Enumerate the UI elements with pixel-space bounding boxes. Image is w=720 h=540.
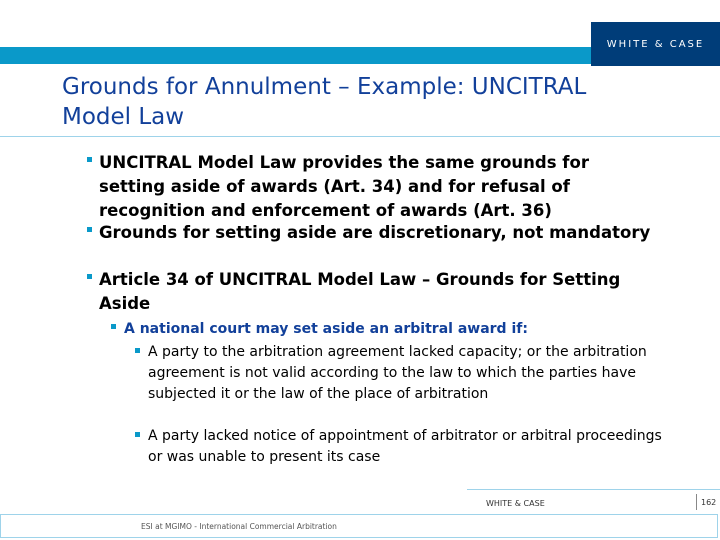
bullet-text: Grounds for setting aside are discretionary, not mandatory [99, 223, 651, 242]
bullet-square-icon [135, 432, 140, 437]
footer-course-label: ESI at MGIMO - International Commercial Arbitration [141, 522, 337, 531]
footer-bar [0, 514, 718, 538]
sub-sub-bullet-text: A party lacked notice of appointment of arbitrator or arbitral proceedings or was unable to present its case [148, 428, 662, 465]
sub-sub-bullet-item [148, 426, 668, 468]
title-divider [0, 136, 720, 137]
bullet-square-icon [87, 274, 92, 279]
footer-separator [696, 494, 697, 510]
footer-divider [467, 489, 720, 490]
bullet-square-icon [87, 157, 92, 162]
sub-sub-bullet-text: A party to the arbitration agreement lacked capacity; or the arbitration agreement is not valid according to the law to which the parties have subjected it or the law of the place of arbitration [148, 344, 647, 402]
bullet-text: UNCITRAL Model Law provides the same grounds for setting aside of awards (Art. 34) and for refusal of recognition and enforcement of awards (Art. 36) [99, 153, 589, 220]
page-number: 162 [701, 498, 717, 507]
bullet-square-icon [87, 227, 92, 232]
bullet-item [99, 151, 659, 223]
bullet-item [99, 221, 659, 245]
brand-logo [591, 22, 720, 66]
bullet-text: Article 34 of UNCITRAL Model Law – Grounds for Setting Aside [99, 270, 621, 313]
bullet-square-icon [111, 324, 116, 329]
brand-logo-text: WHITE & CASE [606, 38, 705, 50]
bullet-square-icon [135, 348, 140, 353]
slide-title: Grounds for Annulment – Example: UNCITRAL Model Law [62, 74, 587, 130]
footer-brand: WHITE & CASE [486, 499, 545, 508]
bullet-item [99, 268, 659, 316]
sub-bullet-item [124, 319, 644, 339]
sub-sub-bullet-item [148, 342, 668, 405]
sub-bullet-text: A national court may set aside an arbitral award if: [124, 321, 528, 337]
